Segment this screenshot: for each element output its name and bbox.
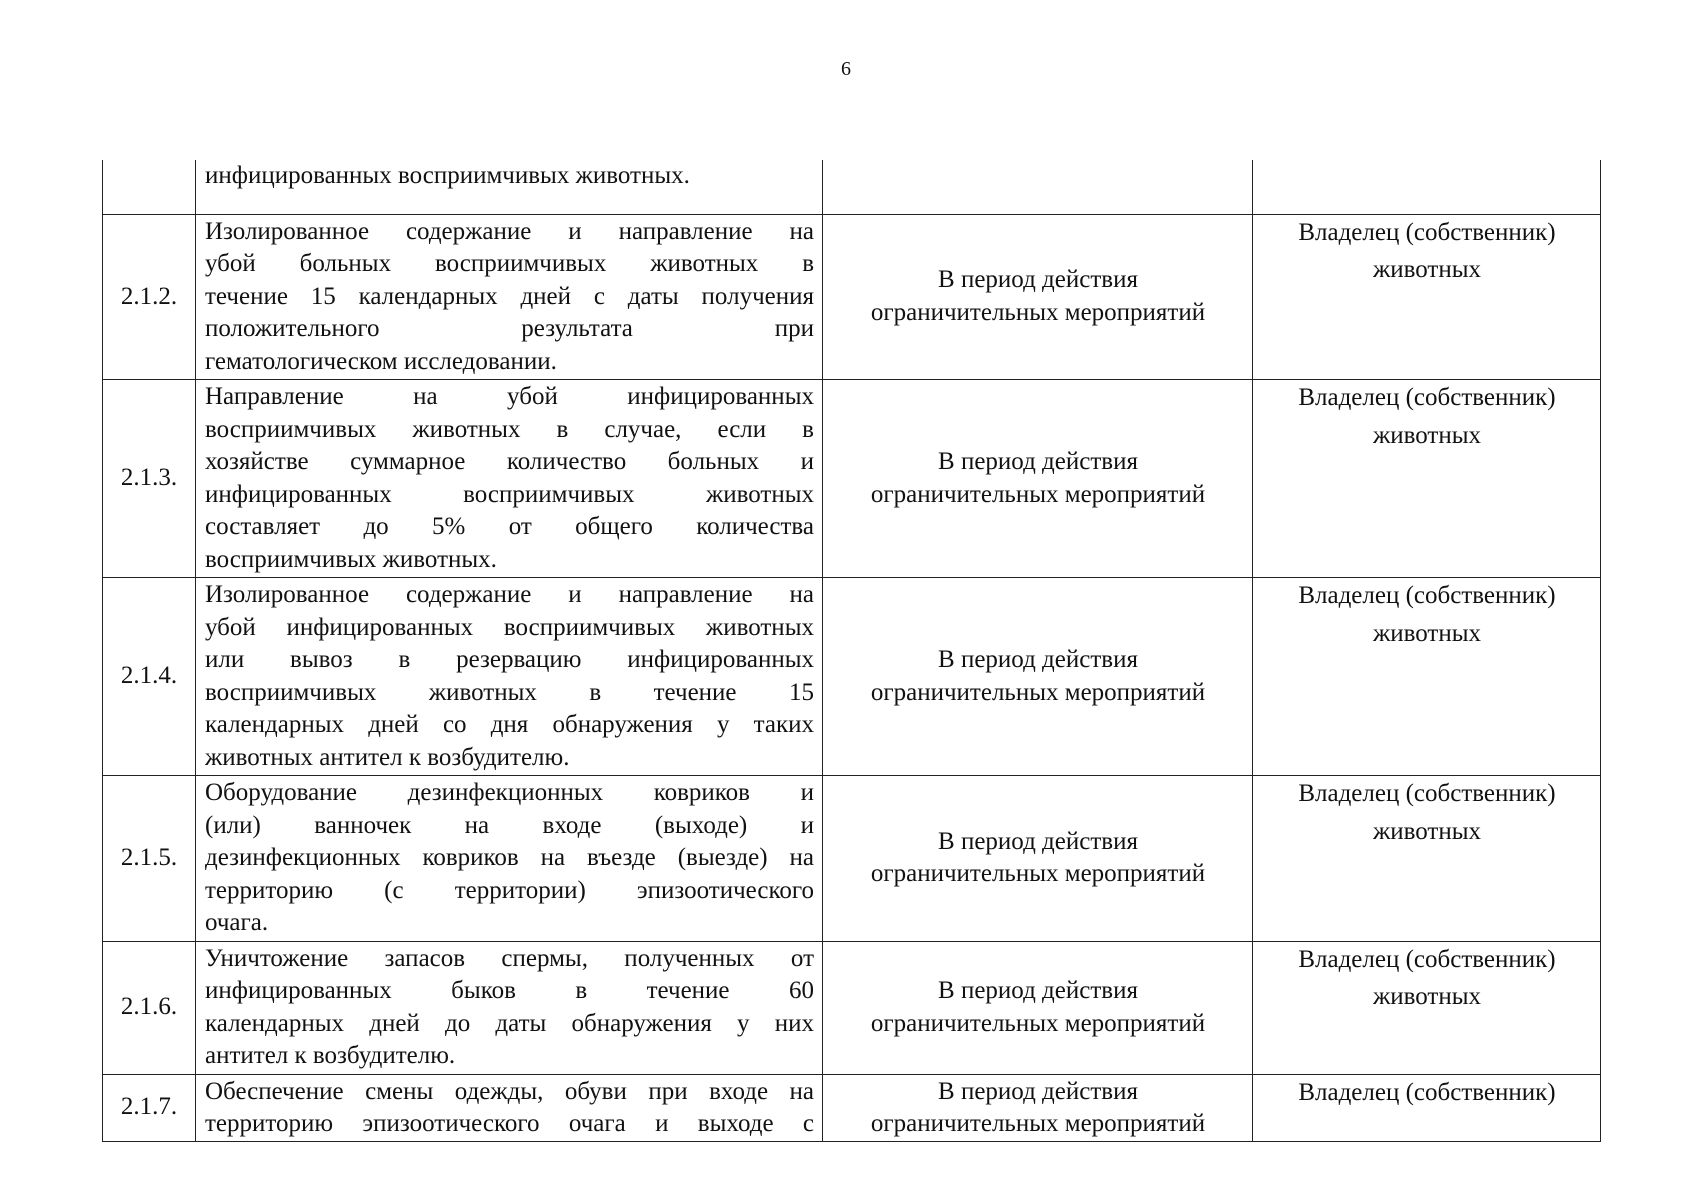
term-line: В период действия — [938, 646, 1138, 673]
description-line: очага. — [205, 909, 269, 936]
term-line: ограничительных мероприятий — [870, 298, 1206, 326]
table-row — [103, 214, 1601, 380]
term-line: ограничительных мероприятий — [870, 1110, 1206, 1137]
responsible-line: Владелец (собственник) — [1298, 582, 1556, 609]
description-line: хозяйстве суммарное количество больных и — [205, 448, 814, 475]
description-line: Изолированное содержание и направление на — [205, 581, 814, 608]
term-line: ограничительных мероприятий — [870, 678, 1206, 706]
term-line: В период действия — [938, 266, 1138, 294]
page-number: 6 — [841, 58, 851, 80]
term-line: ограничительных мероприятий — [870, 1009, 1206, 1037]
description-line: дезинфекционных ковриков на въезде (выезде) на — [205, 844, 814, 871]
responsible-cell — [1253, 578, 1601, 776]
description-line: Уничтожение запасов спермы, полученных от — [205, 944, 814, 972]
responsible-cell — [1253, 380, 1601, 578]
measure-description-cell — [196, 160, 823, 214]
measure-description-cell — [196, 941, 823, 1074]
description-line: Обеспечение смены одежды, обуви при входе на — [205, 1077, 814, 1105]
description-line: составляет до 5% от общего количества — [205, 513, 814, 540]
description-line: инфицированных быков в течение 60 — [205, 977, 814, 1004]
description-line: календарных дней со дня обнаружения у таких — [205, 711, 814, 738]
term-line: ограничительных мероприятий — [870, 860, 1206, 888]
responsible-line: животных — [1372, 619, 1482, 647]
description-line: гематологическом исследовании. — [205, 347, 557, 375]
responsible-cell — [1253, 941, 1601, 1074]
term-cell — [823, 941, 1253, 1074]
responsible-cell — [1253, 214, 1601, 380]
term-line: В период действия — [938, 448, 1138, 475]
description-line: положительного результата при — [205, 315, 814, 342]
description-line: животных антител к возбудителю. — [205, 743, 570, 771]
responsible-line: Владелец (собственник) — [1298, 945, 1556, 973]
responsible-cell — [1253, 776, 1601, 942]
table-row — [103, 941, 1601, 1074]
item-number-cell: 2.1.4. — [103, 578, 196, 776]
responsible-line: Владелец (собственник) — [1298, 218, 1556, 246]
measure-description-cell — [196, 214, 823, 380]
table-row — [103, 578, 1601, 776]
term-cell — [823, 1074, 1253, 1141]
measure-description-cell — [196, 776, 823, 942]
description-line: инфицированных восприимчивых животных. — [205, 162, 690, 189]
item-number-cell — [103, 160, 196, 214]
item-number-cell: 2.1.5. — [103, 776, 196, 942]
description-line: (или) ванночек на входе (выходе) и — [205, 811, 814, 839]
table-row — [103, 1074, 1601, 1141]
term-cell — [823, 776, 1253, 942]
term-cell — [823, 214, 1253, 380]
description-line: календарных дней до даты обнаружения у них — [205, 1009, 814, 1037]
description-line: инфицированных восприимчивых животных — [205, 480, 814, 508]
responsible-line: животных — [1372, 983, 1482, 1010]
description-line: антител к возбудителю. — [205, 1042, 456, 1069]
term-cell — [823, 160, 1253, 214]
term-line: В период действия — [938, 977, 1138, 1004]
measure-description-cell — [196, 578, 823, 776]
description-line: Изолированное содержание и направление на — [205, 217, 814, 245]
item-number-cell: 2.1.6. — [103, 941, 196, 1074]
responsible-line: животных — [1372, 421, 1482, 449]
term-line: В период действия — [938, 1077, 1138, 1105]
description-line: восприимчивых животных в течение 15 — [205, 678, 814, 706]
table-row — [103, 160, 1601, 214]
term-cell — [823, 578, 1253, 776]
item-number-cell: 2.1.2. — [103, 214, 196, 380]
item-number-cell: 2.1.3. — [103, 380, 196, 578]
responsible-cell — [1253, 1074, 1601, 1141]
item-number-cell: 2.1.7. — [103, 1074, 196, 1141]
measure-description-cell — [196, 1074, 823, 1141]
description-line: Оборудование дезинфекционных ковриков и — [205, 779, 814, 806]
table-row — [103, 380, 1601, 578]
description-line: течение 15 календарных дней с даты получения — [205, 282, 814, 310]
description-line: или вывоз в резервацию инфицированных — [205, 646, 814, 673]
responsible-line: Владелец (собственник) — [1298, 1078, 1556, 1106]
responsible-line: Владелец (собственник) — [1298, 384, 1556, 411]
description-line: территорию эпизоотического очага и выходе с — [205, 1110, 814, 1137]
responsible-cell — [1253, 160, 1601, 214]
responsible-line: животных — [1372, 256, 1482, 283]
description-line: восприимчивых животных в случае, если в — [205, 415, 814, 443]
description-line: восприимчивых животных. — [205, 545, 497, 573]
description-line: убой инфицированных восприимчивых животных — [205, 613, 814, 641]
term-line: ограничительных мероприятий — [870, 480, 1206, 508]
measures-table — [102, 160, 1601, 1142]
description-line: территорию (с территории) эпизоотического — [205, 876, 814, 904]
responsible-line: животных — [1372, 817, 1482, 845]
table-row — [103, 776, 1601, 942]
description-line: убой больных восприимчивых животных в — [205, 250, 814, 277]
term-line: В период действия — [938, 827, 1138, 855]
measure-description-cell — [196, 380, 823, 578]
term-cell — [823, 380, 1253, 578]
description-line: Направление на убой инфицированных — [205, 383, 814, 410]
responsible-line: Владелец (собственник) — [1298, 780, 1556, 807]
